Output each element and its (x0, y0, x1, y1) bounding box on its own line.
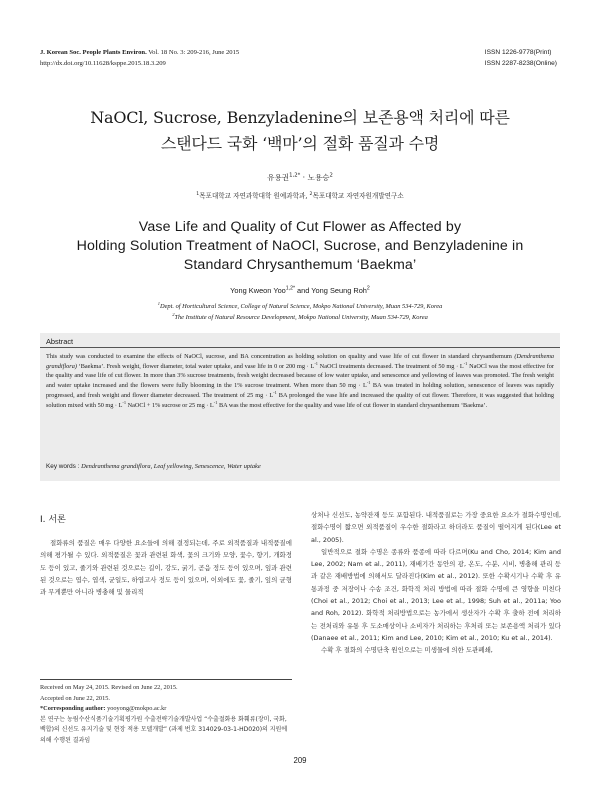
korean-author-2-sup: 2 (329, 172, 333, 179)
korean-aff-1-sup: 1 (196, 191, 200, 197)
unit-exponent: -1 (122, 399, 127, 405)
abstract-text (46, 352, 554, 410)
korean-affiliations (0, 190, 600, 200)
unit-exponent: -1 (213, 399, 218, 405)
right-paragraph-2: 일반적으로 절화 수명은 종류와 품종에 따라 다르며(Ku and Cho, 2014; Kim and Lee, 2002; Nam et al., 2011), 재배기간 동안의 광, 온도, 수분, 시비, 병충해 관리 등과 같은 재배방법에 의해서도 달라진다(Kim et al., 2012). 또한 수확시기나 수확 후 유통과정 중 저장이나 수송 조건, 화학적 처리 방법에 따라 절화 수명에 큰 영향을 미친다 (Choi et al., 2012; Choi et al., 2013; Lee et al., 1998; Suh et al., 2011a; Yoo and Roh, 2012). 화학적 처리방법으로는 농가에서 생산자가 수확 후 출하 전에 처리하는 전처리와 유통 후 도소매상이나 소비자가 처리하는 후처리 또는 보존용액 처리가 있다(Danaee et al., 2011; Kim and Lee, 2010; Kim et al., 2010; Ku et al., 2014). (311, 547, 561, 642)
korean-aff-2-sup: 2 (309, 191, 313, 197)
right-column (311, 509, 561, 657)
abstract-divider (40, 347, 560, 348)
korean-aff-2: 목포대학교 자연자원개발연구소 (312, 192, 404, 200)
funding-note: 본 연구는 농림수산식품기술기획평가원 수출전략기술개발사업 “수출절화용 화훼류(장미, 국화, 백합)의 신선도 유지기술 및 현장 적용 모델개발” (과제 번호 314029-03-1-HD020)의 지원에 의해 수행된 결과임 (40, 715, 288, 744)
unit-exponent: -1 (366, 380, 371, 386)
issn-print: ISSN 1226-9778(Print) (484, 49, 552, 56)
english-title-line-1: Vase Life and Quality of Cut Flower as Affected by (138, 219, 462, 235)
english-affiliation-2 (0, 312, 600, 323)
issn-block (485, 47, 557, 69)
english-aff-1-sup: 1 (157, 300, 160, 306)
english-aff-2-sup: 2 (172, 311, 175, 317)
english-author-2-sup: 2 (366, 285, 370, 292)
unit-exponent: -1 (463, 360, 468, 366)
korean-author-separator: · (300, 173, 308, 182)
korean-authors (0, 172, 600, 183)
accepted-note: Accepted on June 22, 2015. (40, 694, 110, 702)
abstract-segment: NaOCl was the most effective for the quality and vase life of cut flower. In more than 3% sucrose treatments, fresh weight decreased because of low water uptake, and senescence and yellowing of leaves was promoted. The fresh weight and water uptake increased and the flowers were fully blooming in the 1% sucrose treatment. When more than 50 mg · L (46, 362, 554, 390)
abstract-box (40, 333, 560, 481)
issn-online: ISSN 2287-8238(Online) (484, 60, 557, 67)
english-authors (0, 286, 600, 295)
english-title (0, 218, 600, 275)
journal-volume: Vol. 18 No. 3: 209-216, June 2015 (146, 49, 240, 56)
abstract-segment: ‘Baekma’. Fresh weight, flower diameter, total water uptake, and vase life in 0 or 200 mg · L (76, 362, 315, 370)
page-number: 209 (293, 756, 307, 765)
english-aff-1: Dept. of Horticultural Science, College of Natural Science, Mokpo National University, Muan 534-729, Korea (159, 303, 443, 310)
english-aff-2: The Institute of Natural Resource Development, Mokpo National University, Muan 534-729, Korea (174, 314, 428, 321)
abstract-segment: NaOCl + 1% sucrose or 25 mg · L (126, 401, 214, 409)
left-column (40, 537, 292, 598)
corresponding-note (40, 704, 292, 715)
abstract-segment: BA was treated in holding solution, senescence of leaves was rapidly progressed, and fresh weight and flower diameter decreased. The treatment of 25 mg · L (46, 382, 554, 399)
right-paragraph-1: 상처나 신선도, 농약잔재 등도 포함된다. 내적품질로는 가장 중요한 요소가 절화수명인데, 절화수명이 짧으면 외적품질이 우수한 절화라고 하더라도 품질이 떨어지게 된다(Lee et al., 2005). (311, 511, 561, 544)
keywords-label: Key words : (46, 463, 82, 470)
english-author-1-sup: 1,2* (285, 285, 295, 292)
korean-aff-1: 목포대학교 자연과학대학 원예과학과, (199, 192, 308, 200)
abstract-segment: This study was conducted to examine the effects of NaOCl, sucrose, and BA concentration as holding solution on quality and vase life of cut flower in standard chrysanthemum (46, 353, 515, 360)
footnote-divider (40, 679, 292, 680)
journal-header (40, 47, 239, 69)
english-title-line-3: Standard Chrysanthemum ‘Baekma’ (183, 257, 417, 273)
korean-title (0, 105, 600, 157)
korean-author-1: 유용권 (267, 173, 290, 182)
journal-name: J. Korean Soc. People Plants Environ. (40, 49, 147, 56)
abstract-segment: BA prolonged the vase life and increased the quality of cut flower. Therefore, it was suggested that holding solution mixed with 50 mg · L (46, 391, 554, 409)
english-affiliation-1 (0, 301, 600, 312)
english-author-2: and Yong Seung Roh (295, 286, 367, 295)
keywords-list: Dendranthema grandiflora, Leaf yellowing, Senescence, Water uptake (81, 463, 261, 470)
korean-author-2: 노용승 (307, 173, 330, 182)
journal-citation (40, 47, 239, 58)
corresponding-label: *Corresponding author: (40, 705, 108, 713)
english-title-line-2: Holding Solution Treatment of NaOCl, Sucrose, and Benzyladenine in (76, 238, 524, 254)
abstract-heading: Abstract (46, 337, 74, 346)
english-author-1: Yong Kweon Yoo (230, 286, 286, 295)
section-title-introduction: Ⅰ. 서론 (40, 515, 66, 525)
korean-title-line-1: NaOCl, Sucrose, Benzyladenine의 보존용액 처리에 따른 (90, 108, 510, 127)
abstract-segment: NaOCl treatments decreased. The treatment of 50 mg · L (317, 362, 464, 370)
abstract-species-italic: (Dendranthema grandiflora) (46, 353, 554, 370)
unit-exponent: -1 (273, 389, 277, 395)
received-note: Received on May 24, 2015. Revised on June 22, 2015. (40, 684, 178, 691)
korean-author-1-sup: 1,2* (289, 172, 301, 179)
right-paragraph-3: 수확 후 절화의 수명단축 원인으로는 미생물에 의한 도관폐쇄, (321, 646, 493, 655)
unit-exponent: -1 (314, 360, 318, 366)
keywords-line (46, 463, 261, 470)
abstract-segment: BA was the most effective for the quality and vase life of cut flower in standard chrysanthemum ‘Baekma’. (217, 401, 488, 409)
corresponding-email[interactable]: yooyong@mokpo.ac.kr (107, 705, 167, 713)
left-paragraph-1: 절화류의 품질은 매우 다양한 요소들에 의해 결정되는데, 주로 외적품질과 내적품질에 의해 평가될 수 있다. 외적품질은 꽃과 관련된 화색, 꽃의 크기와 모양, 꽃수, 향기, 개화정도 등이 있고, 줄기와 관련된 것으로는 길이, 강도, 굵기, 곧음 정도 등이 있으며, 잎과 관련된 것으로는 엽수, 엽색, 균일도, 하엽고사 정도 등이 있으며, 이외에도 꽃, 줄기, 잎의 균형과 무게뿐만 아니라 병충해 및 물리적 (40, 539, 292, 597)
korean-title-line-2: 스탠다드 국화 ‘백마’의 절화 품질과 수명 (160, 134, 440, 153)
doi-link[interactable]: http://dx.doi.org/10.11628/ksppe.2015.18.3.209 (40, 60, 166, 67)
footnotes (40, 683, 292, 747)
